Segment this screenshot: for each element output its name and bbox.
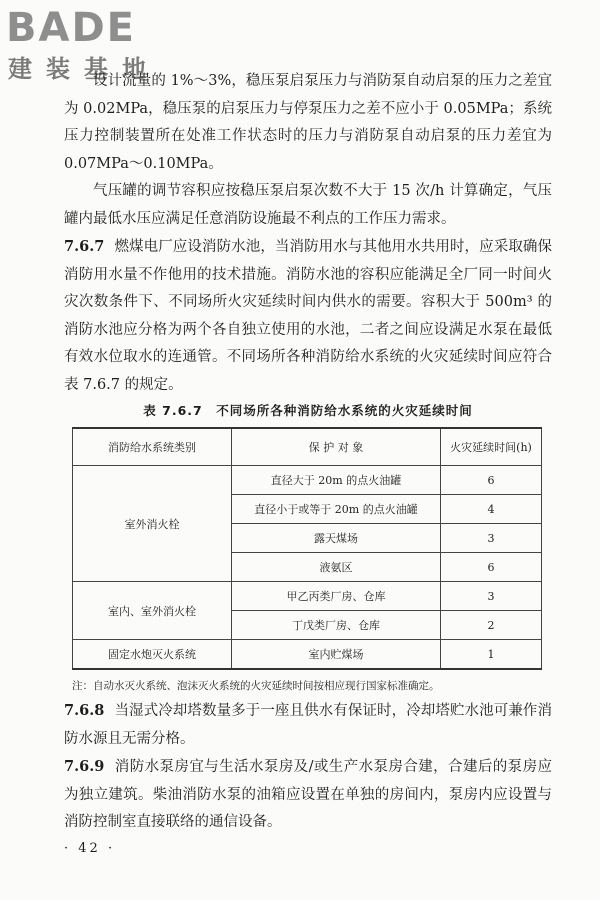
clause-text: 燃煤电厂应设消防水池，当消防用水与其他用水共用时，应采取确保消防用水量不作他用的技术措施。消防水池的容积应能满足全厂同一时间火灾次数条件下、不同场所火灾延续时间内供水的需要。容积大于 500m³ 的消防水池应分格为两个各自独立使用的水池，二者之间应设满足水泵在最低有效水位取水的连通管。不同场所各种消防给水系统的火灾延续时间应符合表 7.6.7 的规定。 <box>64 239 552 393</box>
table-note: 注：自动水灭火系统、泡沫灭火系统的火灾延续时间按相应现行国家标准确定。 <box>72 680 440 692</box>
object-cell: 露天煤场 <box>232 524 441 553</box>
table-header-row <box>73 428 542 466</box>
category-cell: 室外消火栓 <box>73 466 232 582</box>
clause-7-6-7 <box>64 233 552 399</box>
hours-cell: 3 <box>441 582 542 611</box>
clause-text: 消防水泵房宜与生活水泵房及/或生产水泵房合建，合建后的泵房应为独立建筑。柴油消防水泵的油箱应设置在单独的房间内，泵房内应设置与消防控制室直接联络的通信设备。 <box>64 759 552 830</box>
fire-duration-table <box>72 427 542 670</box>
object-cell: 甲乙丙类厂房、仓库 <box>232 582 441 611</box>
page-content <box>64 68 552 856</box>
hours-cell: 2 <box>441 611 542 640</box>
hours-cell: 6 <box>441 466 542 495</box>
table-title: 表 7.6.7 不同场所各种消防给水系统的火灾延续时间 <box>143 403 473 418</box>
paragraph-pressure-tank: 气压罐的调节容积应按稳压泵启泵次数不大于 15 次/h 计算确定，气压罐内最低水压应满足任意消防设施最不利点的工作压力需求。 <box>64 183 552 227</box>
clause-number: 7.6.7 <box>64 238 105 255</box>
clause-number: 7.6.8 <box>64 702 105 719</box>
object-cell: 丁戊类厂房、仓库 <box>232 611 441 640</box>
header-duration: 火灾延续时间(h) <box>441 428 542 466</box>
category-cell: 固定水炮灭火系统 <box>73 640 232 670</box>
page-number: · 42 · <box>64 840 116 856</box>
table-row <box>73 466 542 495</box>
header-system-category: 消防给水系统类别 <box>73 428 232 466</box>
table-row <box>73 582 542 611</box>
hours-cell: 1 <box>441 640 542 670</box>
header-protected-object: 保 护 对 象 <box>232 428 441 466</box>
category-cell: 室内、室外消火栓 <box>73 582 232 640</box>
paragraph-pressure: 设计流量的 1%～3%，稳压泵启泵压力与消防泵自动启泵的压力之差宜为 0.02MPa，稳压泵的启泵压力与停泵压力之差不应小于 0.05MPa；系统压力控制装置所在处准工作状态时的压力与消防泵自动启泵的压力差宜为 0.07MPa～0.10MPa。 <box>64 73 552 172</box>
object-cell: 直径大于 20m 的点火油罐 <box>232 466 441 495</box>
clause-7-6-9 <box>64 753 552 837</box>
clause-7-6-8 <box>64 697 552 753</box>
hours-cell: 3 <box>441 524 542 553</box>
clause-text: 当湿式冷却塔数量多于一座且供水有保证时，冷却塔贮水池可兼作消防水源且无需分格。 <box>64 703 552 747</box>
logo-wordmark: BADE <box>6 5 136 51</box>
clause-number: 7.6.9 <box>64 758 105 775</box>
hours-cell: 6 <box>441 553 542 582</box>
object-cell: 液氨区 <box>232 553 441 582</box>
hours-cell: 4 <box>441 495 542 524</box>
object-cell: 室内贮煤场 <box>232 640 441 670</box>
table-row <box>73 640 542 670</box>
logo-subtitle: 建装基地 <box>8 55 160 83</box>
object-cell: 直径小于或等于 20m 的点火油罐 <box>232 495 441 524</box>
